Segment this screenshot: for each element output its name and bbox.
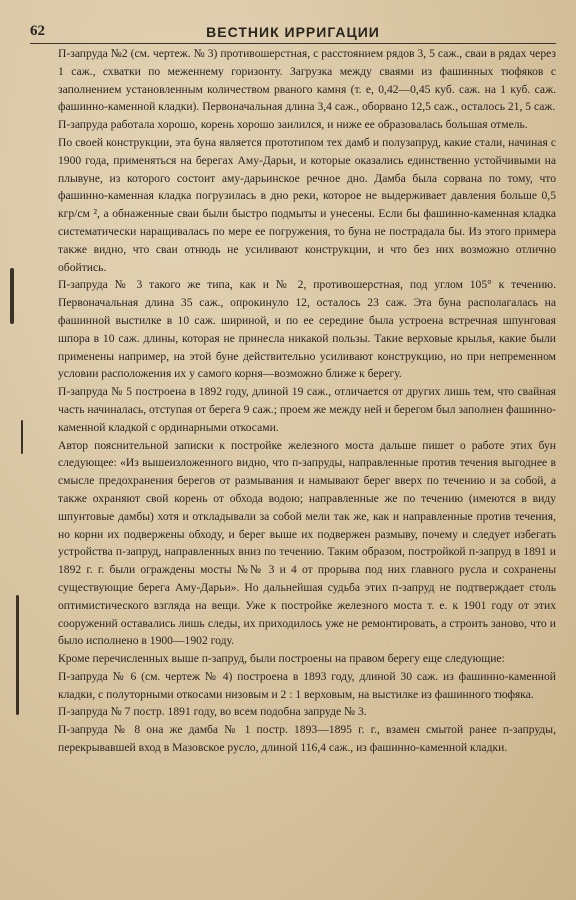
paragraph-6: Автор пояснительной записки к постройке железного моста дальше пишет о работе этих бун следующее: «Из вышеизложенного видно, что п-запруды, направленные против течения выгоднее в смысле предохранения берегов от размывания и намывают берег вверх по течению и за собой, а также охраняют свой корень от обхода водою; направленные же по течению (имеются в виду шпунтовые дамбы) хотя и откладывали за собой мели так же, как и направленные против течения, но корни их подвержены обходу, и берег выше их подвержен размыву, почему и следует избегать устройства п-запруд, направленных вниз по течению. Таким образом, постройкой п-запруд в 1891 и 1892 г. г. были ограждены мосты №№ 3 и 4 от прорыва под них главного русла и сохранены существующие берега Аму-Дарьи». Но дальнейшая судьба этих п-запруд не подтверждает столь оптимистического взгляда на вещи. Уже к постройке железного моста т. е. к 1901 году от этих сооружений оставались лишь следы, их приходилось уже не ремонтировать, а строить заново, что и было исполнено в 1900—1902 году.: [58, 438, 556, 648]
paragraph-7: Кроме перечисленных выше п-запруд, были построены на правом берегу еще следующие:: [58, 652, 505, 666]
paragraph-9: П-запруда № 7 постр. 1891 году, во всем подобна запруде № 3.: [58, 705, 367, 719]
paragraph-1: П-запруда №2 (см. чертеж. № 3) противошерстная, с расстоянием рядов 3, 5 саж., сваи в рядах через 1 саж., схватки по меженнему горизонту. Загрузка между сваями из фашинных тюфяков с заполнением установленным количеством рваного камня (т. е, 0,42—0,45 куб. саж. на 1 куб. саж. фашинно-каменной кладки). Первоначальная длина 3,4 саж., оборвано 12,5 саж., осталось 21, 5 саж.: [58, 47, 556, 114]
paragraph-10: П-запруда № 8 она же дамба № 1 постр. 1893—1895 г. г., взамен смытой ранее п-запруды, перекрывавшей вход в Мазовское русло, длиной 116,4 саж., из фашинно-каменной кладки.: [58, 723, 556, 755]
margin-mark-3: [21, 420, 23, 454]
paragraph-3: По своей конструкции, эта буна является прототипом тех дамб и полузапруд, какие стали, начиная с 1900 года, применяться на берегах Аму-Дарьи, и которые оказались единственно устойчивыми на плывуне, из которого состоит аму-дарьинское речное дно. Дамба была сорвана по тому, что фашинно-каменная кладка погрузилась в дно реки, которое не выдерживает давления больше 0,5 кгр/см ², а обнаженные сваи были быстро подмыты и унесены. Если бы фашинно-каменная кладка систематически наращивалась по мере ее погружения, то буна не пострадала бы. Из этого примера также видно, что сваи отнюдь не усиливают конструкции, и что без них возможно отлично обойтись.: [58, 135, 556, 274]
margin-mark-1: [10, 268, 14, 324]
paragraph-2: П-запруда работала хорошо, корень хорошо заилился, и ниже ее образовалась большая отмель.: [58, 118, 528, 132]
journal-title: ВЕСТНИК ИРРИГАЦИИ: [206, 24, 380, 40]
paragraph-4: П-запруда № 3 такого же типа, как и № 2, противошерстная, под углом 105° к течению. Первоначальная длина 35 саж., опрокинуло 12, осталось 23 саж. Эта буна располагалась на фашинной выстилке в 10 саж. шириной, и по ее середине была устроена встречная шпунговая шпора в 10 саж. длины, которая не принесла никакой пользы. Такие верховые крылья, какие были применены например, на этой буне действительно усиливают конструкцию, но при непременном условии расположения их у самого корня—возможно ближе к берегу.: [58, 278, 556, 381]
page-header: [30, 12, 556, 44]
paragraph-5: П-запруда № 5 построена в 1892 году, длиной 19 саж., отличается от других лишь тем, что свайная часть начиналась, отступая от берега 9 саж.; проем же между ней и берегом был заполнен фашинно-каменной кладкой с ординарными откосами.: [58, 385, 556, 434]
paragraph-8: П-запруда № 6 (см. чертеж № 4) построена в 1893 году, длиной 30 саж. из фашинно-каменной кладки, с полуторными откосами низовым и 2 : 1 верховым, на выстилке из фашинного тюфяка.: [58, 669, 556, 701]
page-number: 62: [30, 23, 45, 39]
margin-mark-2: [16, 595, 19, 715]
article-body: [58, 45, 556, 757]
